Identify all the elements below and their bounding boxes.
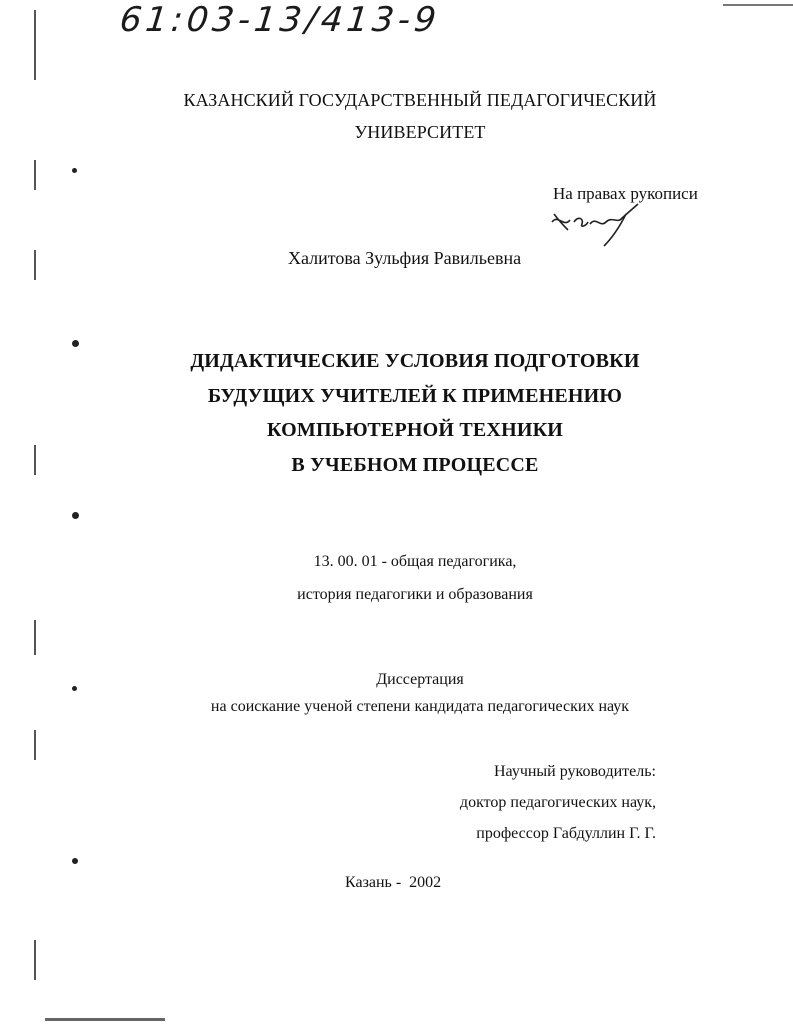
specialty-line-2: история педагогики и образования xyxy=(297,586,533,603)
university-line-2: УНИВЕРСИТЕТ xyxy=(354,122,486,142)
supervisor-block xyxy=(400,756,656,849)
scan-margin-line xyxy=(34,620,36,655)
title-line: ДИДАКТИЧЕСКИЕ УСЛОВИЯ ПОДГОТОВКИ xyxy=(190,350,640,372)
scan-margin-line xyxy=(34,160,36,190)
scan-dot xyxy=(72,686,77,691)
dissertation-title xyxy=(140,344,690,482)
specialty-line-1: 13. 00. 01 - общая педагогика, xyxy=(313,553,517,570)
scan-margin-line xyxy=(34,10,36,80)
title-line: В УЧЕБНОМ ПРОЦЕССЕ xyxy=(291,453,539,476)
manuscript-note: На правах рукописи xyxy=(553,184,698,203)
scan-dot xyxy=(72,512,79,519)
city-year: Казань - 2002 xyxy=(345,874,442,891)
scan-margin-line xyxy=(34,940,36,980)
degree-sought: на соискание ученой степени кандидата педагогических наук xyxy=(210,698,630,715)
scan-margin-line xyxy=(34,445,36,475)
dissertation-label: Диссертация xyxy=(376,671,464,688)
scan-margin-line xyxy=(34,250,36,280)
scan-margin-line xyxy=(34,730,36,760)
supervisor-degree: доктор педагогических наук, xyxy=(459,794,656,811)
title-line: БУДУЩИХ УЧИТЕЛЕЙ К ПРИМЕНЕНИЮ xyxy=(207,384,623,407)
title-line: КОМПЬЮТЕРНОЙ ТЕХНИКИ xyxy=(266,419,564,441)
supervisor-label: Научный руководитель: xyxy=(493,763,656,780)
signature-icon xyxy=(548,200,648,250)
scan-dot xyxy=(72,858,78,864)
dissertation-type xyxy=(160,666,680,720)
scan-bottom-mark xyxy=(45,1018,165,1021)
university-line-1: КАЗАНСКИЙ ГОСУДАРСТВЕННЫЙ ПЕДАГОГИЧЕСКИЙ xyxy=(183,90,657,110)
archive-code: 61:03-13/413-9 xyxy=(117,0,442,40)
university-name xyxy=(140,84,700,148)
scan-dot xyxy=(72,168,77,173)
scan-dot xyxy=(72,340,79,347)
supervisor-name: профессор Габдуллин Г. Г. xyxy=(476,825,656,842)
author-name: Халитова Зульфия Равильевна xyxy=(288,248,522,268)
scan-corner-mark xyxy=(723,4,793,6)
specialty-code xyxy=(200,545,630,611)
